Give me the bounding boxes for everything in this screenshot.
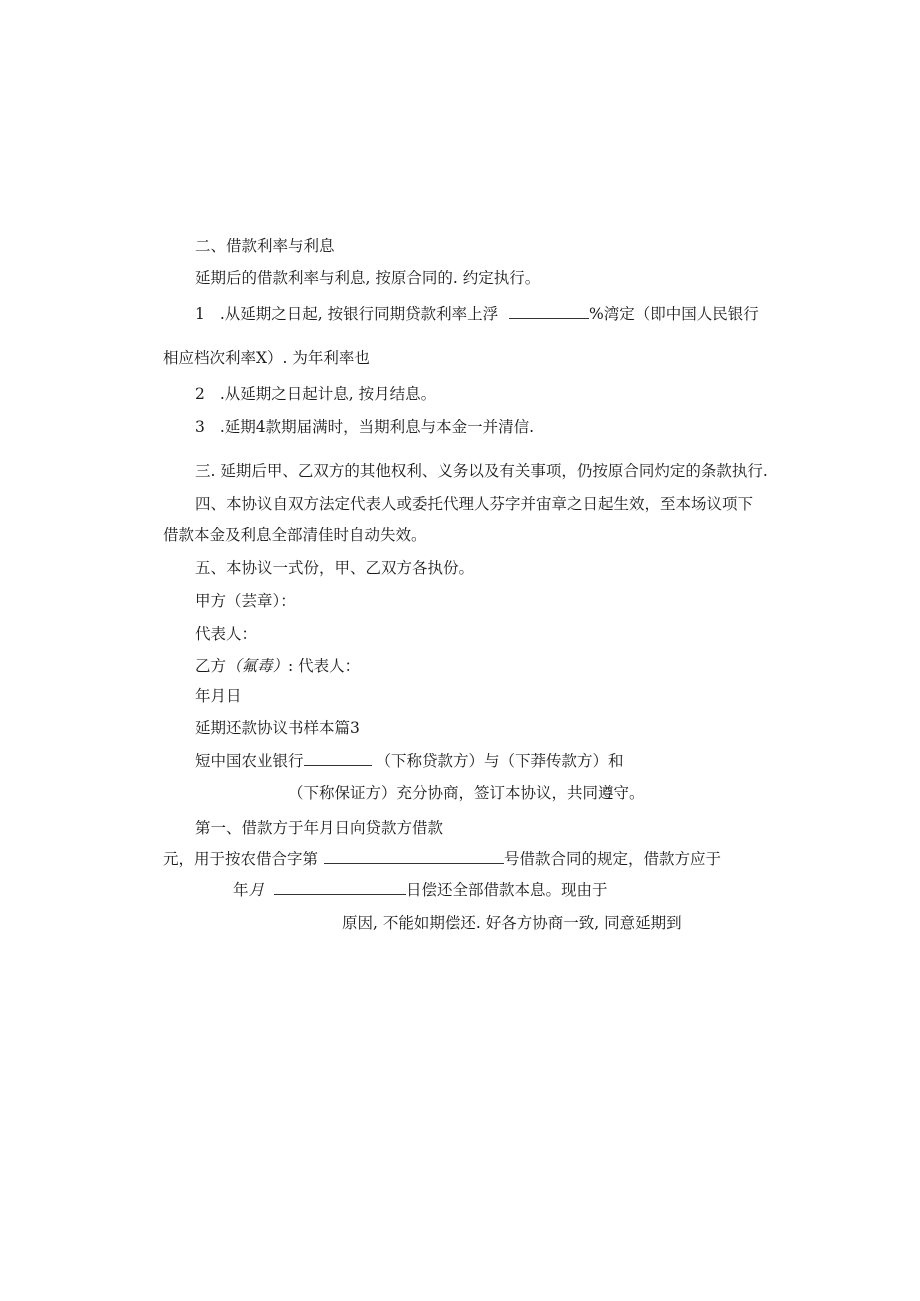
section2-item1 <box>195 304 759 324</box>
due-date-blank <box>274 880 406 895</box>
clause1-text: 第一、借款方于年月日向贷款方借款 <box>195 819 444 837</box>
clause1-date-month: 月 <box>248 881 265 899</box>
party-a-seal: 甲方（芸章）： <box>195 592 296 610</box>
section2-intro: 延期后的借款利率与利息, 按原合同的. 约定执行。 <box>195 269 541 287</box>
clause1-date-year: 年 <box>233 881 249 899</box>
item3-text: .延期4款期届满时，当期利息与本金一并清信. <box>219 418 535 436</box>
item2-text: .从延期之日起计息, 按月结息。 <box>219 385 437 403</box>
section2-item3 <box>195 417 534 437</box>
section2-item2 <box>195 384 436 404</box>
sample3-intro-line2: （下称保证方）充分协商，签订本协议，共同遵守。 <box>288 784 645 802</box>
item3-number: 3 <box>195 418 205 436</box>
party-b-suffix: : 代表人： <box>288 657 361 675</box>
sample3-title: 延期还款协议书样本篇3 <box>195 719 360 737</box>
section2-item1-cont: 相应档次利率X）. 为年利率也 <box>163 349 370 367</box>
sample3-intro <box>195 751 624 771</box>
clause1-date-line <box>233 880 608 900</box>
lender-blank <box>304 751 372 766</box>
section3-text: 三. 延期后甲、乙双方的其他权利、义务以及有关事项，仍按原合同灼定的条款执行. <box>195 462 768 480</box>
clause1-reason: 原因, 不能如期偿还. 好各方协商一致, 同意延期到 <box>342 914 682 932</box>
sample3-intro-a: 短中国农业银行 <box>195 752 304 770</box>
party-b-prefix: 乙方 <box>195 657 227 675</box>
section5-text: 五、本协议一式份，甲、乙双方各执份。 <box>195 559 475 577</box>
rate-blank <box>509 304 589 319</box>
item1-text-b: %湾定（即中国人民银行 <box>589 305 759 323</box>
clause1-cont-a: 元，用于按农借合字第 <box>163 850 319 868</box>
item1-number: 1 <box>195 305 205 323</box>
section2-heading: 二、借款利率与利息 <box>195 237 335 255</box>
party-b-seal: （氟毒） <box>226 657 289 675</box>
contract-number-blank <box>324 849 504 864</box>
clause1-cont-b: 号借款合同的规定，借款方应于 <box>504 850 722 868</box>
date-line: 年月日 <box>195 687 242 705</box>
representative-label: 代表人： <box>195 625 258 643</box>
section4-line2: 借款本金及利息全部清佳时自动失效。 <box>163 526 427 544</box>
sample3-intro-b: （下称贷款方）与（下莽传款方）和 <box>375 752 624 770</box>
section4-line1: 四、本协议自双方法定代表人或委托代理人芬字并宙章之日起生效，至本场议项下 <box>195 495 754 513</box>
clause1-date-b: 日偿还全部借款本息。现由于 <box>406 881 608 899</box>
party-b-line <box>195 656 360 676</box>
item2-number: 2 <box>195 385 205 403</box>
item1-text-a: .从延期之日起, 按银行同期贷款利率上浮 <box>219 305 499 323</box>
clause1-cont <box>163 849 721 869</box>
